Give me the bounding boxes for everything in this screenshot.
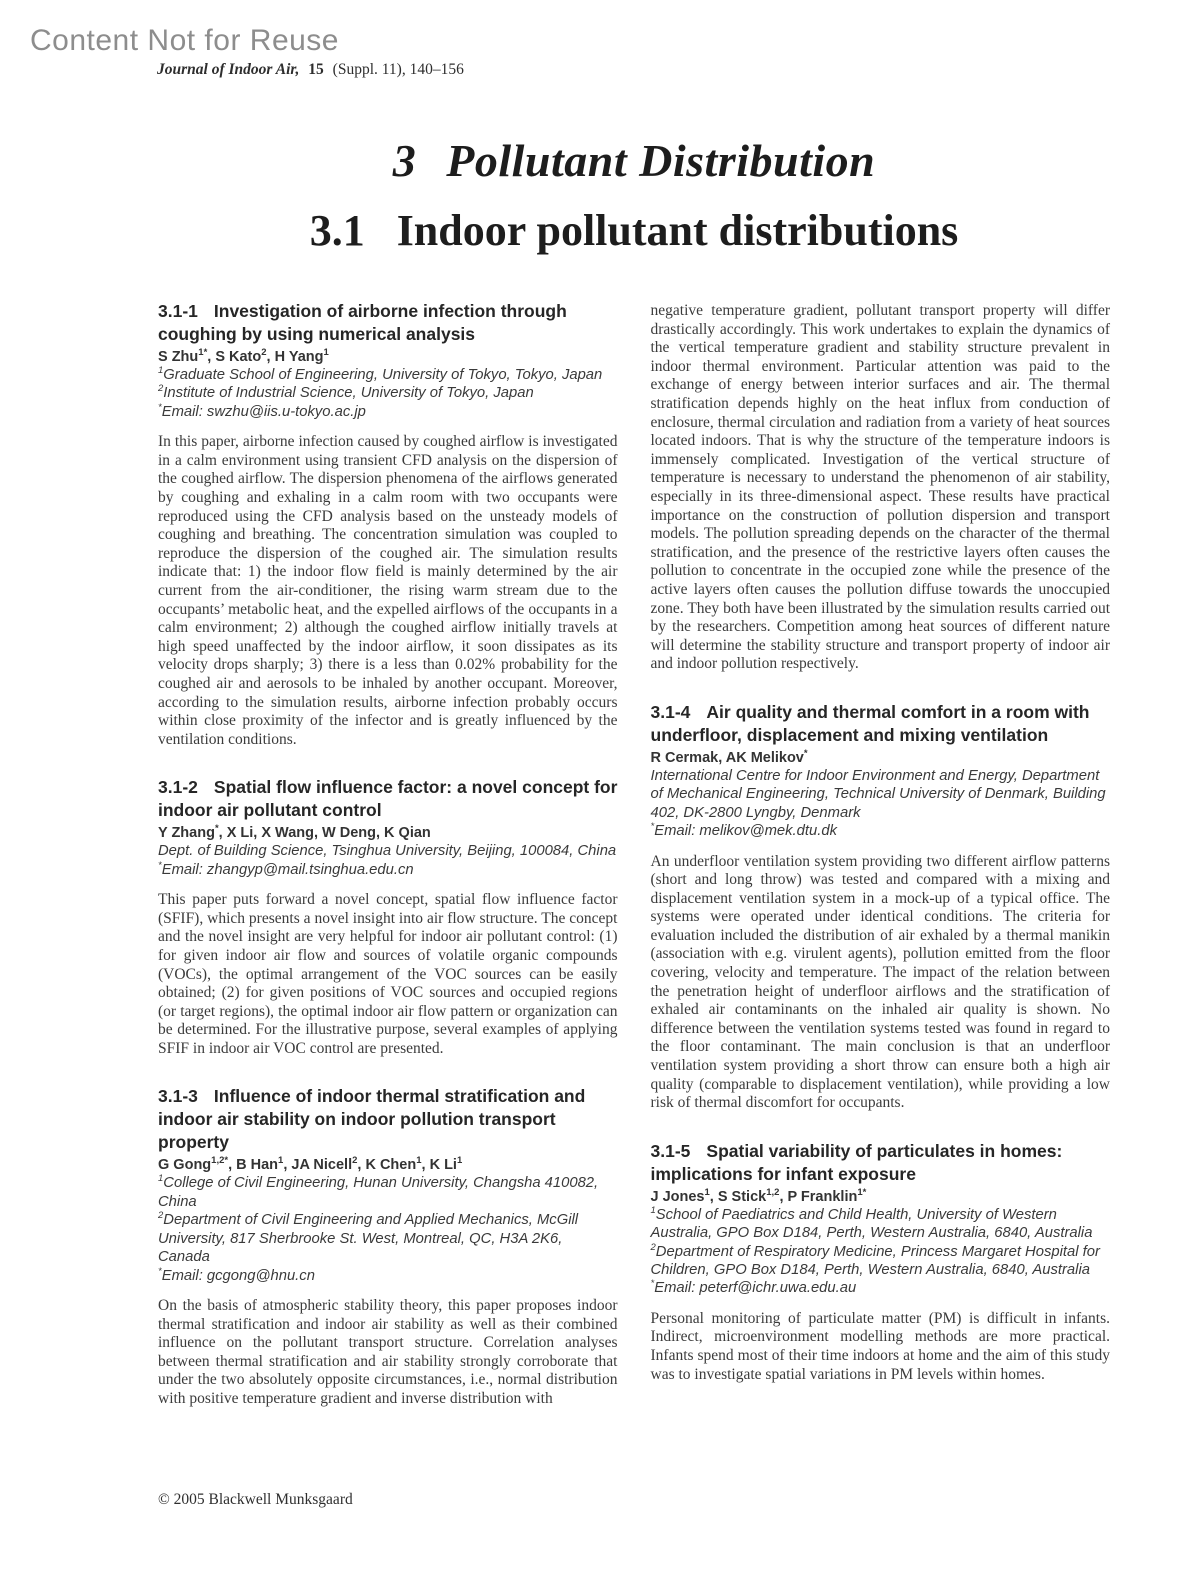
affiliation-text: Graduate School of Engineering, University of Tokyo, Tokyo, Japan	[163, 367, 603, 383]
affiliation-superscript: 1	[158, 365, 164, 377]
journal-name: Journal of Indoor Air,	[157, 61, 300, 78]
affiliation-superscript: *	[158, 859, 162, 871]
affiliation-superscript: 2	[158, 383, 164, 395]
abstract-heading	[651, 1140, 1111, 1186]
abstract-title: Air quality and thermal comfort in a room with underfloor, displacement and mixing ventilation	[650, 701, 1090, 745]
affiliation-text: Dept. of Building Science, Tsinghua University, Beijing, 100084, China	[158, 843, 617, 860]
author-superscript: *	[803, 748, 808, 760]
abstract-number: 3.1-5	[650, 1140, 691, 1161]
chapter-number: 3	[392, 135, 417, 186]
section-title	[158, 205, 1110, 256]
section-number: 3.1	[309, 206, 365, 255]
author-name: G Gong	[158, 1157, 212, 1174]
affiliation-line	[651, 1206, 1111, 1243]
affiliation-text: Department of Respiratory Medicine, Princess Margaret Hospital for Children, GPO Box D184, Perth, Western Australia, 6840, Australia	[650, 1243, 1100, 1279]
chapter-title	[158, 134, 1110, 187]
email-line	[158, 403, 618, 421]
abstract-heading	[158, 1085, 618, 1154]
abstract-heading	[158, 300, 618, 346]
author-name: , X Li, X Wang, W Deng, K Qian	[218, 825, 431, 842]
abstract-affiliations	[651, 767, 1111, 841]
column-left	[158, 300, 618, 1408]
author-superscript: 2	[352, 1155, 358, 1167]
affiliation-text: Email: swzhu@iis.u-tokyo.ac.jp	[161, 403, 366, 420]
affiliation-superscript: *	[158, 1265, 162, 1277]
affiliation-superscript: *	[650, 821, 655, 833]
abstract-body-continuation: negative temperature gradient, pollutant transport property will differ drastically accordingly. This work undertakes to explain the dynamics of the vertical temperature gradient and stability structure prevalent in indoor thermal environment. Particular attention was paid to the exchange of energy between interior surfaces and air. The thermal stratification depends highly on the heat influx from conduction of enclosure, thermal circulation and radiation from a variety of heat sources located indoors. That is why the structure of the temperature indoors is immensely complicated. Investigation of the vertical structure of temperature is necessary to understand the phenomenon of air stability, especially in its three-dimensional aspect. These results have practical importance on the construction of pollution dispersion and transport models. The pollution spreading depends on the character of the thermal stratification, and the presence of the restrictive layers often causes the pollution to concentrate in the occupied zone while the presence of the active layers often causes the pollution diffuse towards the unoccupied zone. They both have been illustrated by the simulation results carried out by the researchers. Competition among heat sources of different nature will determine the stability structure and transport property of indoor air and indoor pollution respectively.	[650, 302, 1110, 673]
affiliation-text: Email: zhangyp@mail.tsinghua.edu.cn	[161, 861, 414, 878]
abstract-body: On the basis of atmospheric stability theory, this paper proposes indoor thermal stratification and indoor air stability as well as their combined influence on the pollutant transport structure. Correlation analyses between thermal stratification and air stability strongly corroborate that under the two absolutely opposite circumstances, i.e., normal distribution with positive temperature gradient and inverse distribution with	[158, 1296, 618, 1407]
affiliation-line	[158, 842, 618, 860]
author-name: , S Kato	[207, 349, 262, 365]
affiliation-line	[158, 384, 618, 402]
abstract-affiliations	[158, 1174, 618, 1284]
abstract-affiliations	[651, 1206, 1111, 1298]
journal-volume: 15	[308, 61, 324, 78]
author-superscript: *	[214, 823, 219, 835]
author-name: , P Franklin	[779, 1188, 858, 1205]
abstract-body: In this paper, airborne infection caused by coughed airflow is investigated in a calm environment using transient CFD analysis on the dispersion of the coughed airflow. The dispersion phenomena of the airflows generated by coughing and exhaling in a calm room with two occupants were reproduced using the CFD analysis based on the unsteady models of coughing and breathing. The concentration simulation was coupled to reproduce the dispersion of the coughed air. The simulation results indicate that: 1) the indoor flow field is mainly determined by the air current from the air-conditioner, the rising warm stream due to the occupants’ metabolic heat, and the expelled airflows of the occupants in a calm environment; 2) although the coughed airflow initially travels at high speed unaffected by the indoor airflow, it soon dissipates as its velocity drops sharply; 3) there is a less than 0.02% probability for the coughed air and aerosols to be inhaled by another occupant. Moreover, according to the simulation results, airborne infection probably occurs within close proximity of the infector and is greatly influenced by the ventilation conditions.	[158, 433, 618, 748]
author-superscript: 1,2*	[211, 1155, 229, 1167]
affiliation-text: Institute of Industrial Science, University of Tokyo, Japan	[163, 385, 534, 402]
author-superscript: 1	[278, 1155, 284, 1167]
abstract-authors	[158, 824, 618, 842]
author-name: J Jones	[650, 1188, 705, 1205]
abstract-title: Spatial variability of particulates in homes: implications for infant exposure	[650, 1140, 1063, 1184]
author-superscript: 1	[416, 1155, 422, 1167]
affiliation-text: Email: gcgong@hnu.cn	[161, 1267, 315, 1284]
author-superscript: 1,2	[766, 1186, 780, 1198]
email-line	[651, 822, 1111, 840]
abstract-title: Investigation of airborne infection through coughing by using numerical analysis	[158, 301, 567, 344]
author-name: , H Yang	[266, 349, 324, 365]
affiliation-line	[158, 1174, 618, 1211]
affiliation-text: Email: melikov@mek.dtu.dk	[654, 823, 837, 840]
affiliation-line	[651, 767, 1111, 822]
abstract-title: Influence of indoor thermal stratification and indoor air stability on indoor pollution transport property	[158, 1086, 586, 1153]
journal-reference	[157, 61, 464, 79]
affiliation-text: School of Paediatrics and Child Health, University of Western Australia, GPO Box D184, Perth, Western Australia, 6840, Australia	[650, 1206, 1093, 1242]
affiliation-superscript: 1	[158, 1173, 164, 1185]
email-line	[158, 861, 618, 879]
abstract-number: 3.1-2	[158, 777, 198, 798]
affiliation-line	[158, 1211, 618, 1266]
author-name: , B Han	[228, 1157, 279, 1174]
author-name: S Zhu	[158, 349, 199, 365]
chapter-title-text: Pollutant Distribution	[446, 135, 876, 186]
affiliation-superscript: *	[158, 401, 162, 413]
author-name: Y Zhang	[158, 825, 215, 842]
abstract-body: An underfloor ventilation system providing two different airflow patterns (short and long throw) was tested and compared with a mixing and displacement ventilation system in a mock-up of a typical office. The systems were operated under identical conditions. The criteria for evaluation included the distribution of air exhaled by a thermal manikin (association with e.g. virulent agents), pollution emitted from the floor covering, velocity and temperature. The impact of the relation between the penetration height of underfloor airflows and the stratification of exhaled air contaminants on the inhaled air quality is shown. No difference between the ventilation systems tested was found in regard to the floor contaminant. The main conclusion is that an underfloor ventilation system providing a short throw can ensure both a high air quality (comparable to displacement ventilation), while providing a low risk of thermal discomfort for occupants.	[650, 852, 1110, 1112]
section-title-text: Indoor pollutant distributions	[396, 206, 959, 255]
author-superscript: 2	[261, 347, 267, 359]
abstract-heading	[651, 701, 1111, 747]
author-name: , S Stick	[709, 1188, 767, 1205]
affiliation-line	[158, 366, 618, 384]
affiliation-text: Email: peterf@ichr.uwa.edu.au	[654, 1280, 857, 1297]
abstract-affiliations	[158, 842, 618, 879]
affiliation-superscript: 2	[158, 1210, 164, 1222]
column-right	[651, 300, 1111, 1408]
author-name: R Cermak, AK Melikov	[650, 749, 804, 766]
author-name: , K Li	[421, 1157, 457, 1174]
content-not-for-reuse-watermark: Content Not for Reuse	[30, 24, 339, 57]
abstract-authors	[651, 749, 1111, 767]
author-superscript: 1*	[198, 347, 208, 359]
abstract-authors	[651, 1188, 1111, 1206]
author-superscript: 1	[456, 1155, 463, 1167]
abstract-body: This paper puts forward a novel concept, spatial flow influence factor (SFIF), which presents a novel insight into air flow structure. The concept and the novel insight are very helpful for indoor air pollutant control: (1) for given indoor air flow and sources of volatile organic compounds (VOCs), the optimal arrangement of the VOC sources can be easily obtained; (2) for given positions of VOC sources and occupied regions (or target regions), the optimal indoor air flow pattern or organization can be determined. For the illustrative purpose, several examples of applying SFIF in indoor air VOC control are presented.	[158, 891, 618, 1057]
author-name: , JA Nicell	[283, 1157, 353, 1174]
abstract-authors	[158, 1156, 618, 1174]
abstract-heading	[158, 776, 618, 822]
affiliation-text: International Centre for Indoor Environment and Energy, Department of Mechanical Engineering, Technical University of Denmark, Building 402, DK-2800 Lyngby, Denmark	[650, 767, 1106, 821]
affiliation-superscript: 1	[650, 1204, 656, 1216]
abstract-body: Personal monitoring of particulate matter (PM) is difficult in infants. Indirect, microenvironment modelling methods are more practical. Infants spend most of their time indoors at home and the aim of this study was to investigate spatial variations in PM levels within homes.	[650, 1309, 1110, 1383]
author-superscript: 1	[323, 347, 329, 359]
abstract-number: 3.1-1	[158, 301, 198, 321]
affiliation-superscript: 2	[650, 1241, 656, 1253]
affiliation-line	[651, 1243, 1111, 1280]
abstract-authors	[158, 348, 618, 366]
affiliation-text: College of Civil Engineering, Hunan University, Changsha 410082, China	[158, 1175, 599, 1210]
author-name: , K Chen	[357, 1157, 417, 1174]
abstract-number: 3.1-4	[650, 701, 691, 722]
abstract-affiliations	[158, 366, 618, 421]
two-column-layout	[158, 300, 1110, 1408]
abstract-title: Spatial flow influence factor: a novel concept for indoor air pollutant control	[158, 777, 618, 821]
affiliation-text: Department of Civil Engineering and Applied Mechanics, McGill University, 817 Sherbrooke St. West, Montreal, QC, H3A 2K6, Canada	[158, 1212, 579, 1266]
journal-issue-pages: (Suppl. 11), 140–156	[332, 61, 464, 78]
email-line	[651, 1279, 1111, 1297]
copyright-line: © 2005 Blackwell Munksgaard	[158, 1491, 353, 1508]
author-superscript: 1*	[857, 1186, 867, 1198]
affiliation-superscript: *	[650, 1278, 655, 1290]
abstract-number: 3.1-3	[158, 1086, 198, 1107]
author-superscript: 1	[704, 1186, 710, 1198]
email-line	[158, 1267, 618, 1285]
